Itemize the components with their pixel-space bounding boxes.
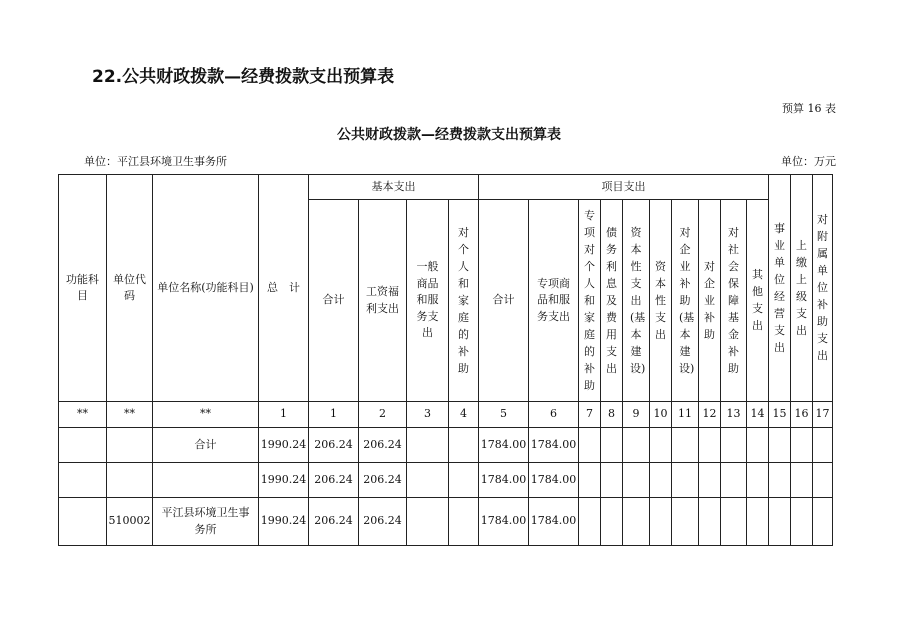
- header-proj-enterprise: 对企业补助: [699, 200, 721, 402]
- index-cell: 9: [623, 402, 650, 428]
- index-cell: 1: [259, 402, 309, 428]
- table-cell: [813, 428, 833, 463]
- header-proj-goods: 专项商品和服务支出: [529, 200, 579, 402]
- header-basic-wage: 工资福利支出: [359, 200, 407, 402]
- table-cell: [650, 428, 672, 463]
- table-cell: 206.24: [359, 428, 407, 463]
- table-cell: [59, 463, 107, 498]
- index-cell: 8: [601, 402, 623, 428]
- table-cell: [153, 498, 259, 546]
- table-cell: [153, 463, 259, 498]
- header-proj-other: 其他支出: [747, 200, 769, 402]
- header-proj-social: 对社会保障基金补助: [721, 200, 747, 402]
- index-cell: 7: [579, 402, 601, 428]
- table-cell: [579, 428, 601, 463]
- table-title: 公共财政拨款—经费拨款支出预算表: [337, 127, 561, 143]
- table-row: [59, 428, 833, 463]
- header-basic-goods: 一般商品和服务支出: [407, 200, 449, 402]
- index-cell: **: [59, 402, 107, 428]
- table-cell: 合计: [153, 428, 259, 463]
- table-cell: [813, 498, 833, 546]
- index-cell: 16: [791, 402, 813, 428]
- index-cell: 1: [309, 402, 359, 428]
- table-cell: [623, 463, 650, 498]
- table-cell: 206.24: [359, 498, 407, 546]
- table-cell: [747, 498, 769, 546]
- table-cell: [623, 498, 650, 546]
- table-cell: [449, 463, 479, 498]
- index-cell: 14: [747, 402, 769, 428]
- table-cell: [699, 463, 721, 498]
- table-cell: [672, 463, 699, 498]
- page-heading: 22.公共财政拨款—经费拨款支出预算表: [92, 67, 395, 87]
- index-cell: 4: [449, 402, 479, 428]
- header-proj-enterprise-build: 对企业补助(基本建设): [672, 200, 699, 402]
- reporting-unit: 单位：平江县环境卫生事务所: [84, 155, 227, 168]
- table-cell: [407, 428, 449, 463]
- table-cell: [601, 498, 623, 546]
- table-cell: 1784.00: [529, 463, 579, 498]
- table-cell: 1784.00: [529, 428, 579, 463]
- table-cell: 1784.00: [479, 428, 529, 463]
- table-cell: [721, 463, 747, 498]
- table-cell: 510002: [107, 498, 153, 546]
- table-cell: [672, 498, 699, 546]
- table-cell: [449, 428, 479, 463]
- currency-unit: 单位：万元: [781, 155, 836, 168]
- table-cell: [791, 428, 813, 463]
- table-cell: [672, 428, 699, 463]
- table-cell: [769, 498, 791, 546]
- table-cell: [579, 463, 601, 498]
- header-func-subject: 功能科目: [59, 175, 107, 402]
- index-cell: 6: [529, 402, 579, 428]
- index-cell: 2: [359, 402, 407, 428]
- table-cell: 1990.24: [259, 498, 309, 546]
- index-cell: **: [153, 402, 259, 428]
- header-proj-personal: 专项对个人和家庭的补助: [579, 200, 601, 402]
- table-cell: [699, 428, 721, 463]
- header-basic-total: 合计: [309, 200, 359, 402]
- table-cell: [791, 463, 813, 498]
- index-cell: **: [107, 402, 153, 428]
- header-basic-personal: 对个人和家庭的补助: [449, 200, 479, 402]
- table-cell: 206.24: [309, 463, 359, 498]
- table-cell: [601, 428, 623, 463]
- table-cell: 1784.00: [529, 498, 579, 546]
- header-proj-capital: 资本性支出: [650, 200, 672, 402]
- index-cell: 10: [650, 402, 672, 428]
- index-cell: 13: [721, 402, 747, 428]
- header-proj-capital-build: 资本性支出(基本建设): [623, 200, 650, 402]
- header-unit-code: 单位代码: [107, 175, 153, 402]
- header-project-group: 项目支出: [479, 175, 769, 200]
- table-cell: [721, 498, 747, 546]
- header-total: 总 计: [259, 175, 309, 402]
- table-cell: [769, 428, 791, 463]
- table-cell: [769, 463, 791, 498]
- table-cell: [813, 463, 833, 498]
- unit-name-text: 平江县环境卫生事务所: [161, 506, 250, 536]
- table-cell: [601, 463, 623, 498]
- table-cell: [747, 463, 769, 498]
- budget-table: [58, 174, 833, 546]
- table-cell: [59, 428, 107, 463]
- header-affiliated: 对附属单位补助支出: [813, 175, 833, 402]
- table-cell: [650, 498, 672, 546]
- index-cell: 15: [769, 402, 791, 428]
- index-cell: 12: [699, 402, 721, 428]
- header-upper-pay: 上缴上级支出: [791, 175, 813, 402]
- index-row: [59, 402, 833, 428]
- table-cell: [407, 463, 449, 498]
- table-row: [59, 463, 833, 498]
- table-cell: [107, 428, 153, 463]
- table-cell: 1990.24: [259, 463, 309, 498]
- table-cell: [623, 428, 650, 463]
- index-cell: 17: [813, 402, 833, 428]
- table-row: [59, 498, 833, 546]
- header-unit-name: 单位名称(功能科目): [153, 175, 259, 402]
- header-basic-group: 基本支出: [309, 175, 479, 200]
- table-cell: [747, 428, 769, 463]
- header-proj-debt: 债务利息及费用支出: [601, 200, 623, 402]
- header-proj-total: 合计: [479, 200, 529, 402]
- table-cell: [721, 428, 747, 463]
- table-cell: [650, 463, 672, 498]
- index-cell: 5: [479, 402, 529, 428]
- form-number: 预算 16 表: [782, 102, 836, 115]
- header-row-1: [59, 175, 833, 200]
- table-cell: 206.24: [309, 498, 359, 546]
- table-cell: 1784.00: [479, 463, 529, 498]
- table-cell: [579, 498, 601, 546]
- header-biz-operation: 事业单位经营支出: [769, 175, 791, 402]
- table-cell: [59, 498, 107, 546]
- table-cell: [407, 498, 449, 546]
- index-cell: 3: [407, 402, 449, 428]
- table-cell: 1990.24: [259, 428, 309, 463]
- table-cell: [449, 498, 479, 546]
- table-cell: [107, 463, 153, 498]
- table-cell: 206.24: [359, 463, 407, 498]
- table-cell: [699, 498, 721, 546]
- table-cell: 206.24: [309, 428, 359, 463]
- index-cell: 11: [672, 402, 699, 428]
- table-cell: 1784.00: [479, 498, 529, 546]
- table-cell: [791, 498, 813, 546]
